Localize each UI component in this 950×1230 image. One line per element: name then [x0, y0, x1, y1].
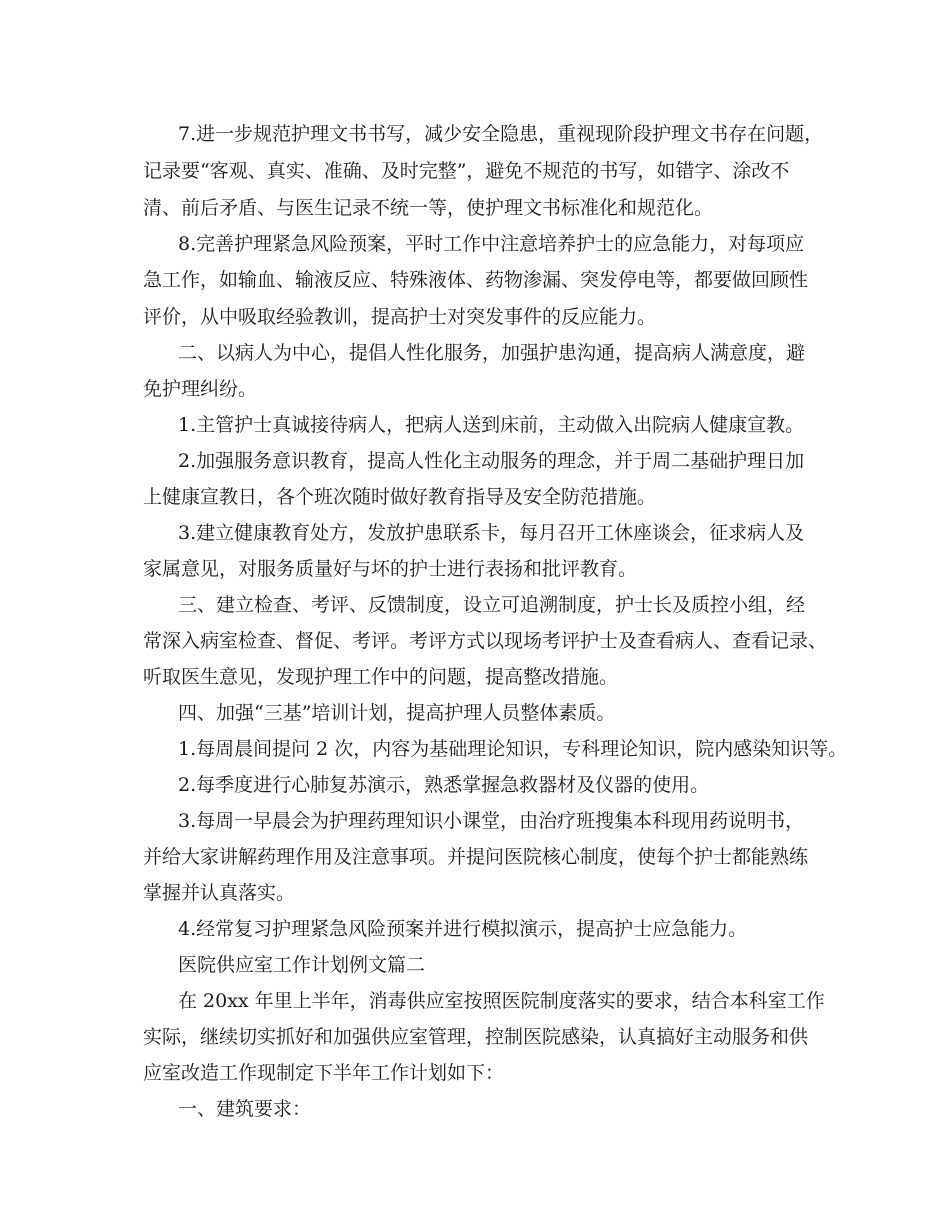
text-line: 四、加强“三基”培训计划，提高护理人员整体素质。 [178, 702, 616, 724]
text-line: 常深入病室检查、督促、考评。考评方式以现场考评护士及查看病人、查看记录、 [143, 630, 828, 652]
text-line: 医院供应室工作计划例文篇二 [178, 954, 426, 976]
text-line: 1.每周晨间提问 2 次，内容为基础理论知识，专科理论知识，院内感染知识等。 [178, 738, 848, 760]
text-line: 二、以病人为中心，提倡人性化服务，加强护患沟通，提高病人满意度，避 [178, 342, 806, 364]
text-line: 应室改造工作现制定下半年工作计划如下： [143, 1062, 505, 1084]
text-line: 评价，从中吸取经验教训，提高护士对突发事件的反应能力。 [143, 306, 657, 328]
text-line: 并给大家讲解药理作用及注意事项。并提问医院核心制度，使每个护士都能熟练 [143, 846, 809, 868]
text-line: 记录要“客观、真实、准确、及时完整”，避免不规范的书写，如错字、涂改不 [143, 160, 790, 182]
text-line: 免护理纠纷。 [143, 378, 258, 400]
text-line: 实际，继续切实抓好和加强供应室管理，控制医院感染，认真搞好主动服务和供 [143, 1026, 809, 1048]
text-line: 上健康宣教日，各个班次随时做好教育指导及安全防范措施。 [143, 486, 657, 508]
text-line: 听取医生意见，发现护理工作中的问题，提高整改措施。 [143, 666, 619, 688]
text-line: 掌握并认真落实。 [143, 882, 296, 904]
text-line: 三、建立检查、考评、反馈制度，设立可追溯制度，护士长及质控小组，经 [178, 594, 806, 616]
text-line: 8.完善护理紧急风险预案，平时工作中注意培养护士的应急能力，对每项应 [178, 233, 805, 255]
text-line: 在 20xx 年里上半年，消毒供应室按照医院制度落实的要求，结合本科室工作 [178, 990, 825, 1012]
text-line: 家属意见，对服务质量好与坏的护士进行表扬和批评教育。 [143, 558, 638, 580]
text-line: 2.每季度进行心肺复苏演示，熟悉掌握急救器材及仪器的使用。 [178, 774, 710, 796]
text-line: 3.建立健康教育处方，发放护患联系卡，每月召开工休座谈会，征求病人及 [178, 522, 805, 544]
text-line: 7.进一步规范护理文书书写，减少安全隐患，重视现阶段护理文书存在问题， [178, 123, 824, 145]
text-line: 一、建筑要求： [178, 1098, 312, 1120]
text-line: 急工作，如输血、输液反应、特殊液体、药物渗漏、突发停电等，都要做回顾性 [143, 269, 809, 291]
text-line: 4.经常复习护理紧急风险预案并进行模拟演示，提高护士应急能力。 [178, 918, 748, 940]
text-line: 2.加强服务意识教育，提高人性化主动服务的理念，并于周二基础护理日加 [178, 450, 805, 472]
text-line: 1.主管护士真诚接待病人，把病人送到床前，主动做入出院病人健康宣教。 [178, 414, 805, 436]
text-line: 3.每周一早晨会为护理药理知识小课堂，由治疗班搜集本科现用药说明书， [178, 810, 805, 832]
text-line: 清、前后矛盾、与医生记录不统一等，使护理文书标准化和规范化。 [143, 197, 714, 219]
